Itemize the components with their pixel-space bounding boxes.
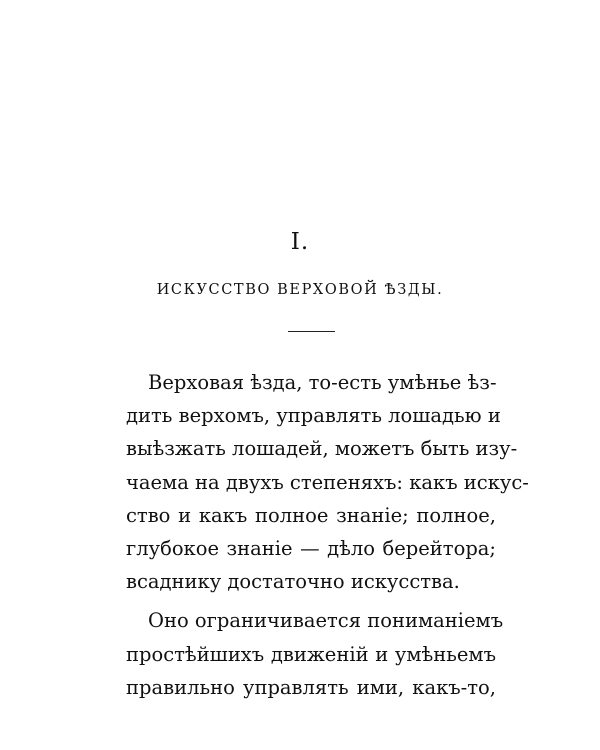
text-line: простѣйшихъ движеній и умѣньемъ <box>126 642 496 666</box>
title-divider <box>288 331 335 332</box>
paragraph <box>126 604 504 704</box>
chapter-title: ИСКУССТВО ВЕРХОВОЙ ѢЗДЫ. <box>156 282 444 298</box>
paragraph <box>126 366 529 598</box>
text-line: чаема на двухъ степеняхъ: какъ искус- <box>126 470 529 494</box>
text-line: глубокое знаніе — дѣло берейтора; <box>126 536 496 560</box>
text-line: выѣзжать лошадей, можетъ быть изу- <box>126 437 518 461</box>
text-line: ство и какъ полное знаніе; полное, <box>126 503 496 527</box>
body-text <box>126 366 529 704</box>
chapter-number: I. <box>290 229 310 255</box>
text-line: Верховая ѣзда, то-есть умѣнье ѣз- <box>148 371 497 394</box>
text-line: правильно управлять ими, какъ-то, <box>126 675 496 699</box>
text-line: Оно ограничивается пониманіемъ <box>148 609 504 633</box>
text-line: всаднику достаточно искусства. <box>126 570 460 594</box>
text-line: дить верхомъ, управлять лошадью и <box>126 404 501 428</box>
